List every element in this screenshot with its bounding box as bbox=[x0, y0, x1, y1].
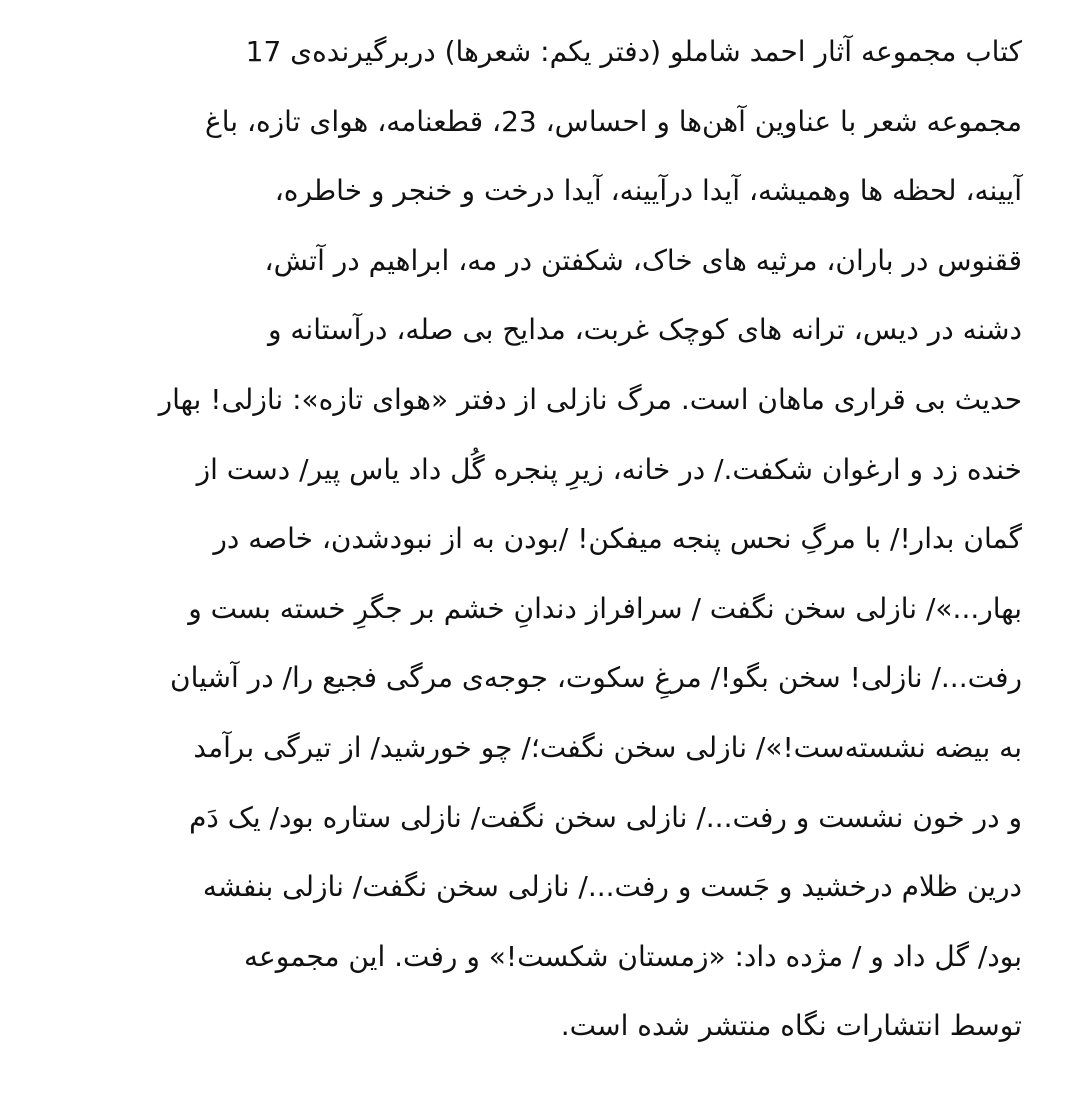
text-line: حدیث بی قراری ماهان است. مرگ نازلی از دفتر «هوای تازه»: نازلی! بهار bbox=[158, 382, 1022, 416]
text-line: درین ظلام درخشید و جَست و رفت.../ نازلی سخن نگفت/ نازلی بنفشه bbox=[202, 870, 1022, 904]
text-line: رفت.../ نازلی! سخن بگو!/ مرغِ سکوت، جوجه‌ی مرگی فجیع را/ در آشیان bbox=[170, 661, 1022, 695]
text-line: بهار...»/ نازلی سخن نگفت / سرافراز دندانِ خشم بر جگرِ خسته بست و bbox=[188, 591, 1022, 625]
text-line: بود/ گل داد و / مژده داد: «زمستان شکست!» و رفت. این مجموعه bbox=[244, 939, 1022, 973]
text-line: گمان بدار!/ با مرگِ نحس پنجه میفکن! /بودن به از نبودشدن، خاصه در bbox=[213, 522, 1022, 556]
text-line: ققنوس در باران، مرثیه های خاک، شکفتن در مه، ابراهیم در آتش، bbox=[264, 243, 1022, 277]
text-line: کتاب مجموعه آثار احمد شاملو (دفتر یکم: شعرها) دربرگیرنده‌ی 17 bbox=[245, 35, 1022, 68]
text-line: آیینه، لحظه ها وهمیشه، آیدا درآیینه، آیدا درخت و خنجر و خاطره، bbox=[274, 174, 1022, 208]
text-line: مجموعه شعر با عناوین آهن‌ها و احساس، 23، قطعنامه، هوای تازه، باغ bbox=[205, 104, 1022, 138]
article-body bbox=[22, 22, 1022, 1066]
text-line: به بیضه نشسته‌ست!»/ نازلی سخن نگفت؛/ چو خورشید/ از تیرگی برآمد bbox=[193, 730, 1022, 764]
text-line: دشنه در دیس، ترانه های کوچک غربت، مدایح بی صله، درآستانه و bbox=[267, 313, 1022, 347]
text-line: توسط انتشارات نگاه منتشر شده است. bbox=[560, 1009, 1022, 1043]
text-line: خنده زد و ارغوان شکفت./ در خانه، زیرِ پنجره گُل داد یاس پیر/ دست از bbox=[196, 452, 1022, 486]
text-line: و در خون نشست و رفت.../ نازلی سخن نگفت/ نازلی ستاره بود/ یک دَم bbox=[189, 800, 1022, 834]
